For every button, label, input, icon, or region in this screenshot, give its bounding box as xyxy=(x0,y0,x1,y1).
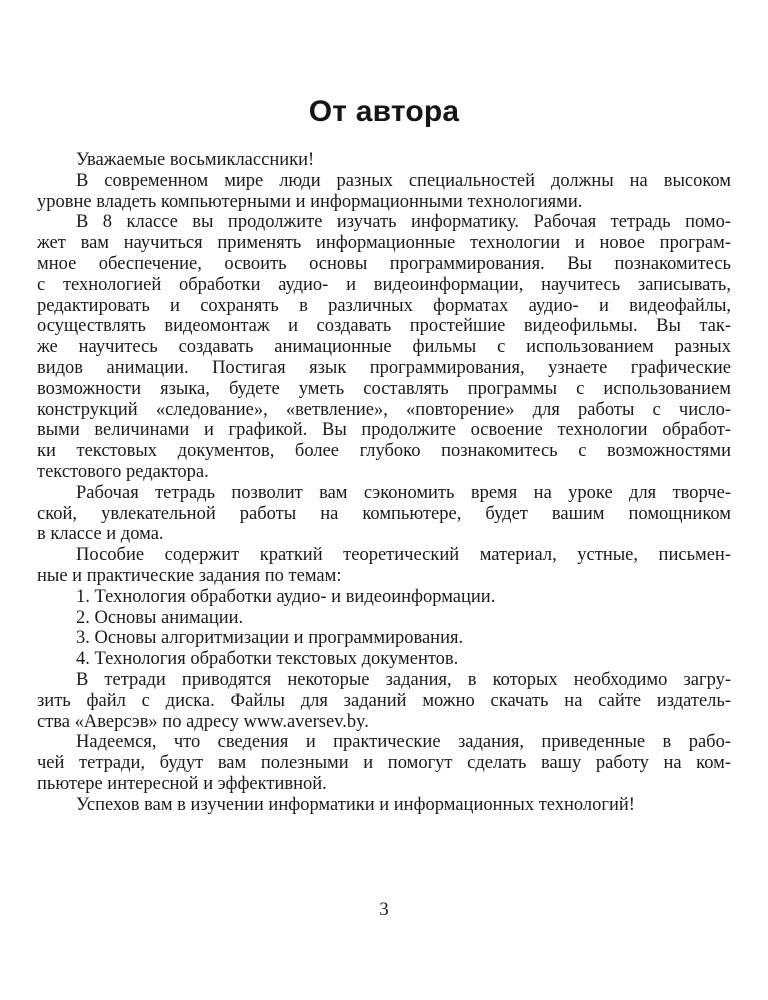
contents-intro xyxy=(37,545,731,587)
hope-note xyxy=(37,732,731,794)
closing-wish xyxy=(37,795,731,816)
text-line: зить файл с диска. Файлы для заданий можно скачать на сайте издатель- xyxy=(37,690,731,711)
text-line: Пособие содержит краткий теоретический материал, устные, письмен- xyxy=(76,545,731,566)
text-line: Уважаемые восьмиклассники! xyxy=(76,150,315,170)
workbook-benefit xyxy=(37,483,731,545)
text-line: осуществлять видеомонтаж и создавать простейшие видеофильмы. Вы так- xyxy=(37,316,731,337)
text-line: ки текстовых документов, более глубоко познакомитесь с возможностями xyxy=(37,441,731,462)
body-text xyxy=(37,150,731,816)
topic-list-item-1 xyxy=(37,587,731,608)
text-line: 1. Технология обработки аудио- и видеоинформации. xyxy=(76,586,496,607)
page-number: 3 xyxy=(379,899,389,920)
text-line: видов анимации. Постигая язык программирования, узнаете графические xyxy=(37,357,731,378)
text-line: В 8 классе вы продолжите изучать информатику. Рабочая тетрадь помо- xyxy=(76,212,731,233)
greeting xyxy=(37,150,731,171)
text-line: ные и практические задания по темам: xyxy=(37,565,342,586)
text-line: ской, увлекательной работы на компьютере, будет вашим помощником xyxy=(37,503,731,524)
text-line: 2. Основы анимации. xyxy=(76,607,244,628)
text-line: Надеемся, что сведения и практические задания, приведенные в рабо- xyxy=(76,732,731,753)
text-line: 3. Основы алгоритмизации и программирования. xyxy=(76,628,464,649)
text-line: Успехов вам в изучении информатики и информационных технологий! xyxy=(76,794,635,815)
text-line: пьютере интересной и эффективной. xyxy=(37,773,327,794)
topic-list-item-2 xyxy=(37,608,731,629)
text-line: выми величинами и графикой. Вы продолжите освоение технологии обработ- xyxy=(37,420,731,441)
text-line: Рабочая тетрадь позволит вам сэкономить время на уроке для творче- xyxy=(76,482,731,503)
text-line: с технологией обработки аудио- и видеоинформации, научитесь записывать, xyxy=(37,274,731,295)
text-line: же научитесь создавать анимационные фильмы с использованием разных xyxy=(37,337,731,358)
text-line: текстового редактора. xyxy=(37,461,209,482)
text-line: редактировать и сохранять в различных форматах аудио- и видеофайлы, xyxy=(37,295,731,316)
course-overview xyxy=(37,212,731,482)
topic-list-item-4 xyxy=(37,649,731,670)
topic-list-item-3 xyxy=(37,628,731,649)
text-line: В тетради приводятся некоторые задания, в которых необходимо загру- xyxy=(76,669,731,690)
text-line: конструкций «следование», «ветвление», «повторение» для работы с число- xyxy=(37,399,731,420)
text-line: ства «Аверсэв» по адресу www.aversev.by. xyxy=(37,711,369,732)
text-line: чей тетради, будут вам полезными и помогут сделать вашу работу на ком- xyxy=(37,753,731,774)
text-line: жет вам научиться применять информационные технологии и новое програм- xyxy=(37,233,731,254)
text-line: в классе и дома. xyxy=(37,524,164,545)
text-line: уровне владеть компьютерными и информационными технологиями. xyxy=(37,191,583,212)
text-line: возможности языка, будете уметь составлять программы с использованием xyxy=(37,378,731,399)
intro xyxy=(37,171,731,213)
files-note xyxy=(37,670,731,732)
text-line: В современном мире люди разных специальностей должны на высоком xyxy=(76,170,731,191)
text-line: мное обеспечение, освоить основы программирования. Вы познакомитесь xyxy=(37,253,731,274)
text-line: 4. Технология обработки текстовых документов. xyxy=(76,649,459,670)
page-title: От автора xyxy=(308,95,460,128)
